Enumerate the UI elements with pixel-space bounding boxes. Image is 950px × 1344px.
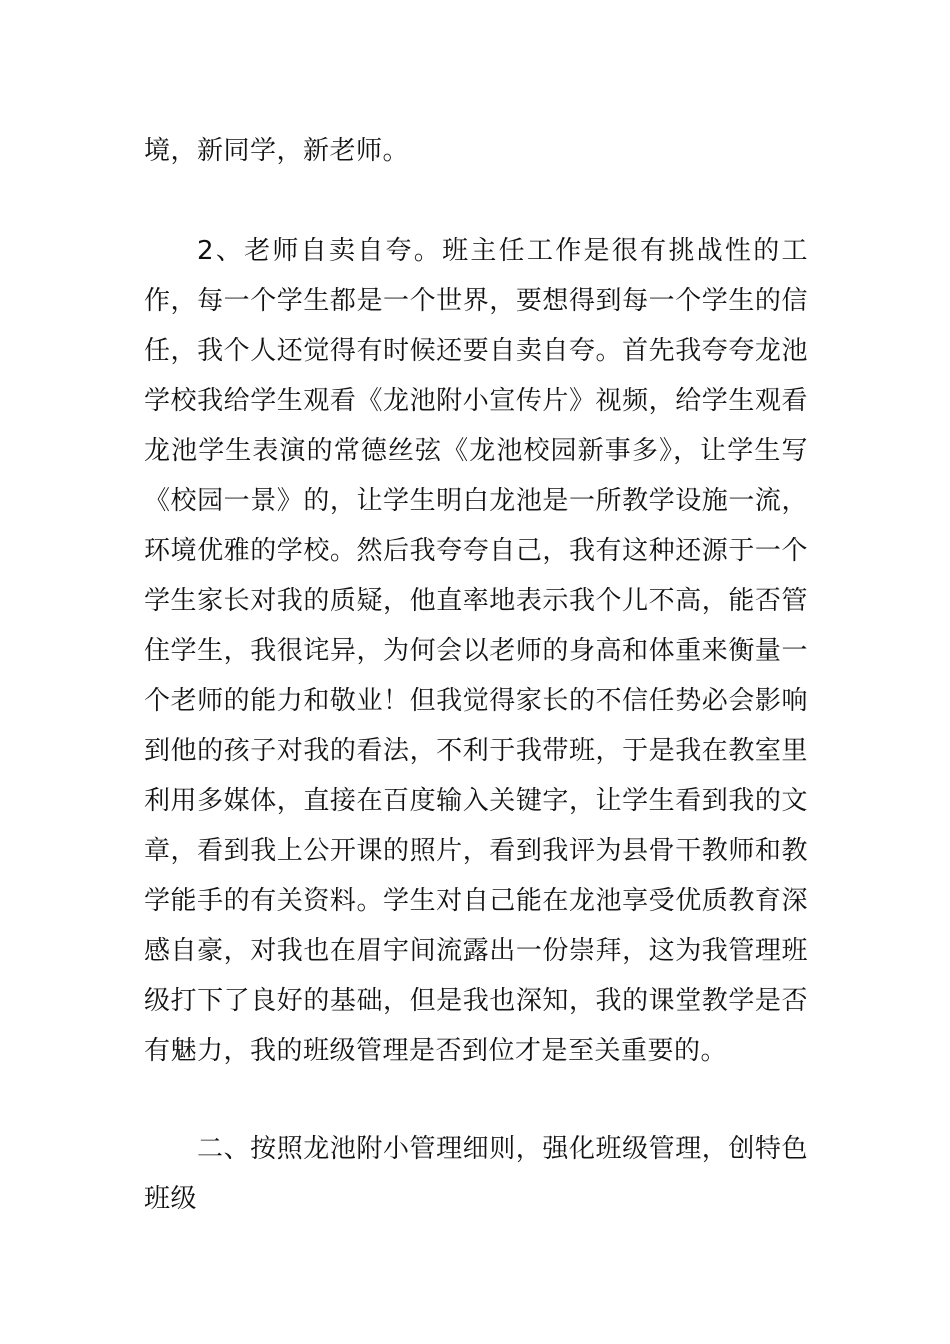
paragraph-self-promotion: 2、老师自卖自夸。班主任工作是很有挑战性的工作，每一个学生都是一个世界，要想得到每一个学生的信任，我个人还觉得有时候还要自卖自夸。首先我夸夸龙池学校我给学生观看《龙池附小宣传片》视频，给学生观看龙池学生表演的常德丝弦《龙池校园新事多》，让学生写《校园一景》的，让学生明白龙池是一所教学设施一流，环境优雅的学校。然后我夸夸自己，我有这种还源于一个学生家长对我的质疑，他直率地表示我个儿不高，能否管住学生，我很诧异，为何会以老师的身高和体重来衡量一个老师的能力和敬业！但我觉得家长的不信任势必会影响到他的孩子对我的看法，不利于我带班，于是我在教室里利用多媒体，直接在百度输入关键字，让学生看到我的文章，看到我上公开课的照片，看到我评为县骨干教师和教学能手的有关资料。学生对自己能在龙池享受优质教育深感自豪，对我也在眉宇间流露出一份崇拜，这为我管理班级打下了良好的基础，但是我也深知，我的课堂教学是否有魅力，我的班级管理是否到位才是至关重要的。: [144, 236, 808, 1066]
paragraph-continuation: 境，新同学，新老师。: [144, 136, 410, 166]
section-heading-class-management: 二、按照龙池附小管理细则，强化班级管理，创特色班级: [144, 1134, 808, 1214]
